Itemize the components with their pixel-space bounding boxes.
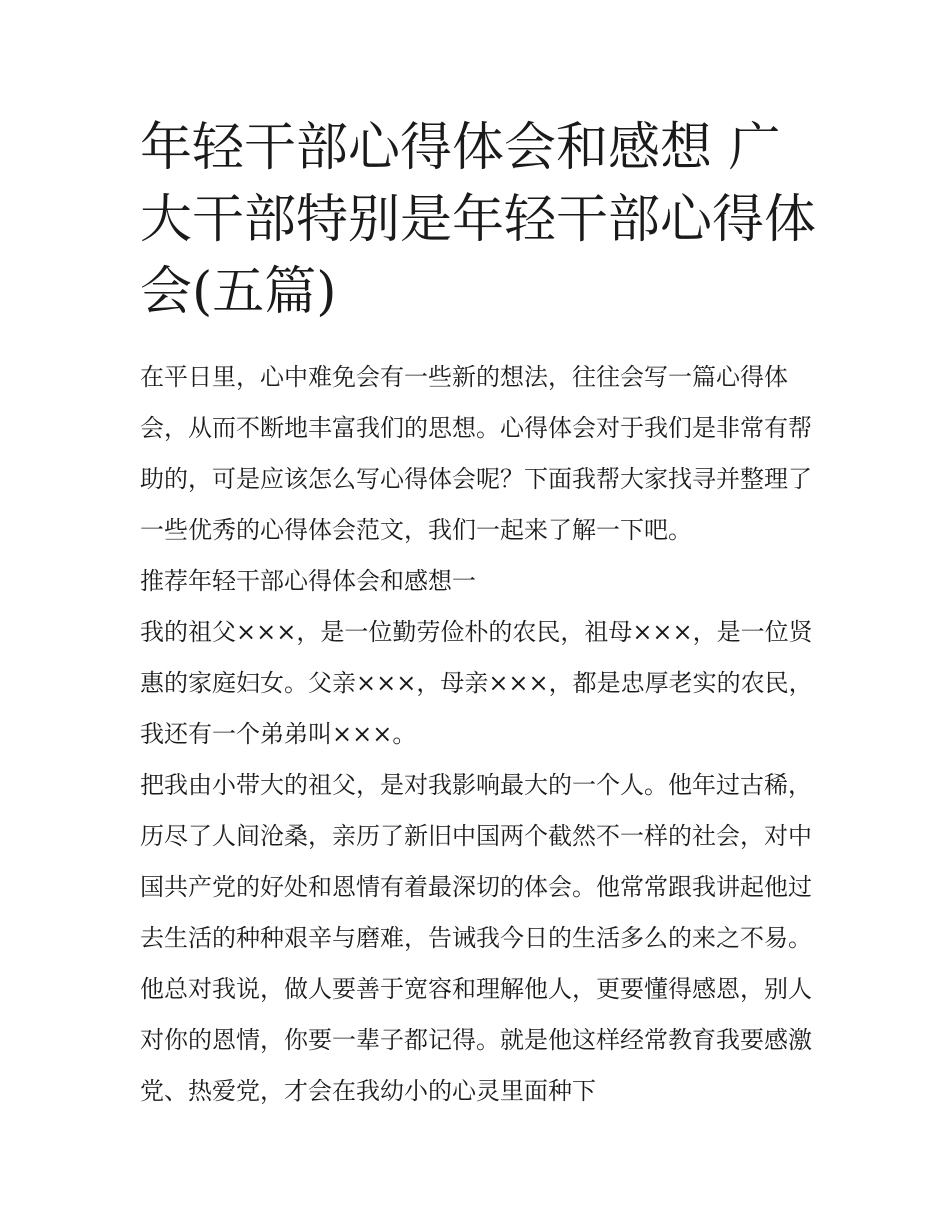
document-body bbox=[140, 352, 820, 1117]
document-title: 年轻干部心得体会和感想 广大干部特别是年轻干部心得体会(五篇) bbox=[140, 118, 817, 322]
intro-paragraph: 在平日里，心中难免会有一些新的想法，往往会写一篇心得体会，从而不断地丰富我们的思想。心得体会对于我们是非常有帮助的，可是应该怎么写心得体会呢？下面我帮大家找寻并整理了一些优秀的心得体会范文，我们一起来了解一下吧。 bbox=[140, 363, 812, 544]
section-heading: 推荐年轻干部心得体会和感想一 bbox=[140, 567, 476, 595]
grandfather-paragraph: 把我由小带大的祖父，是对我影响最大的一个人。他年过古稀，历尽了人间沧桑，亲历了新旧中国两个截然不一样的社会，对中国共产党的好处和恩情有着最深切的体会。他常常跟我讲起他过去生活的种种艰辛与磨难，告诫我今日的生活多么的来之不易。他总对我说，做人要善于宽容和理解他人，更要懂得感恩，别人对你的恩情，你要一辈子都记得。就是他这样经常教育我要感激党、热爱党，才会在我幼小的心灵里面种下 bbox=[140, 771, 812, 1105]
family-paragraph: 我的祖父×××，是一位勤劳俭朴的农民，祖母×××，是一位贤惠的家庭妇女。父亲×××，母亲×××，都是忠厚老实的农民，我还有一个弟弟叫×××。 bbox=[140, 618, 813, 748]
